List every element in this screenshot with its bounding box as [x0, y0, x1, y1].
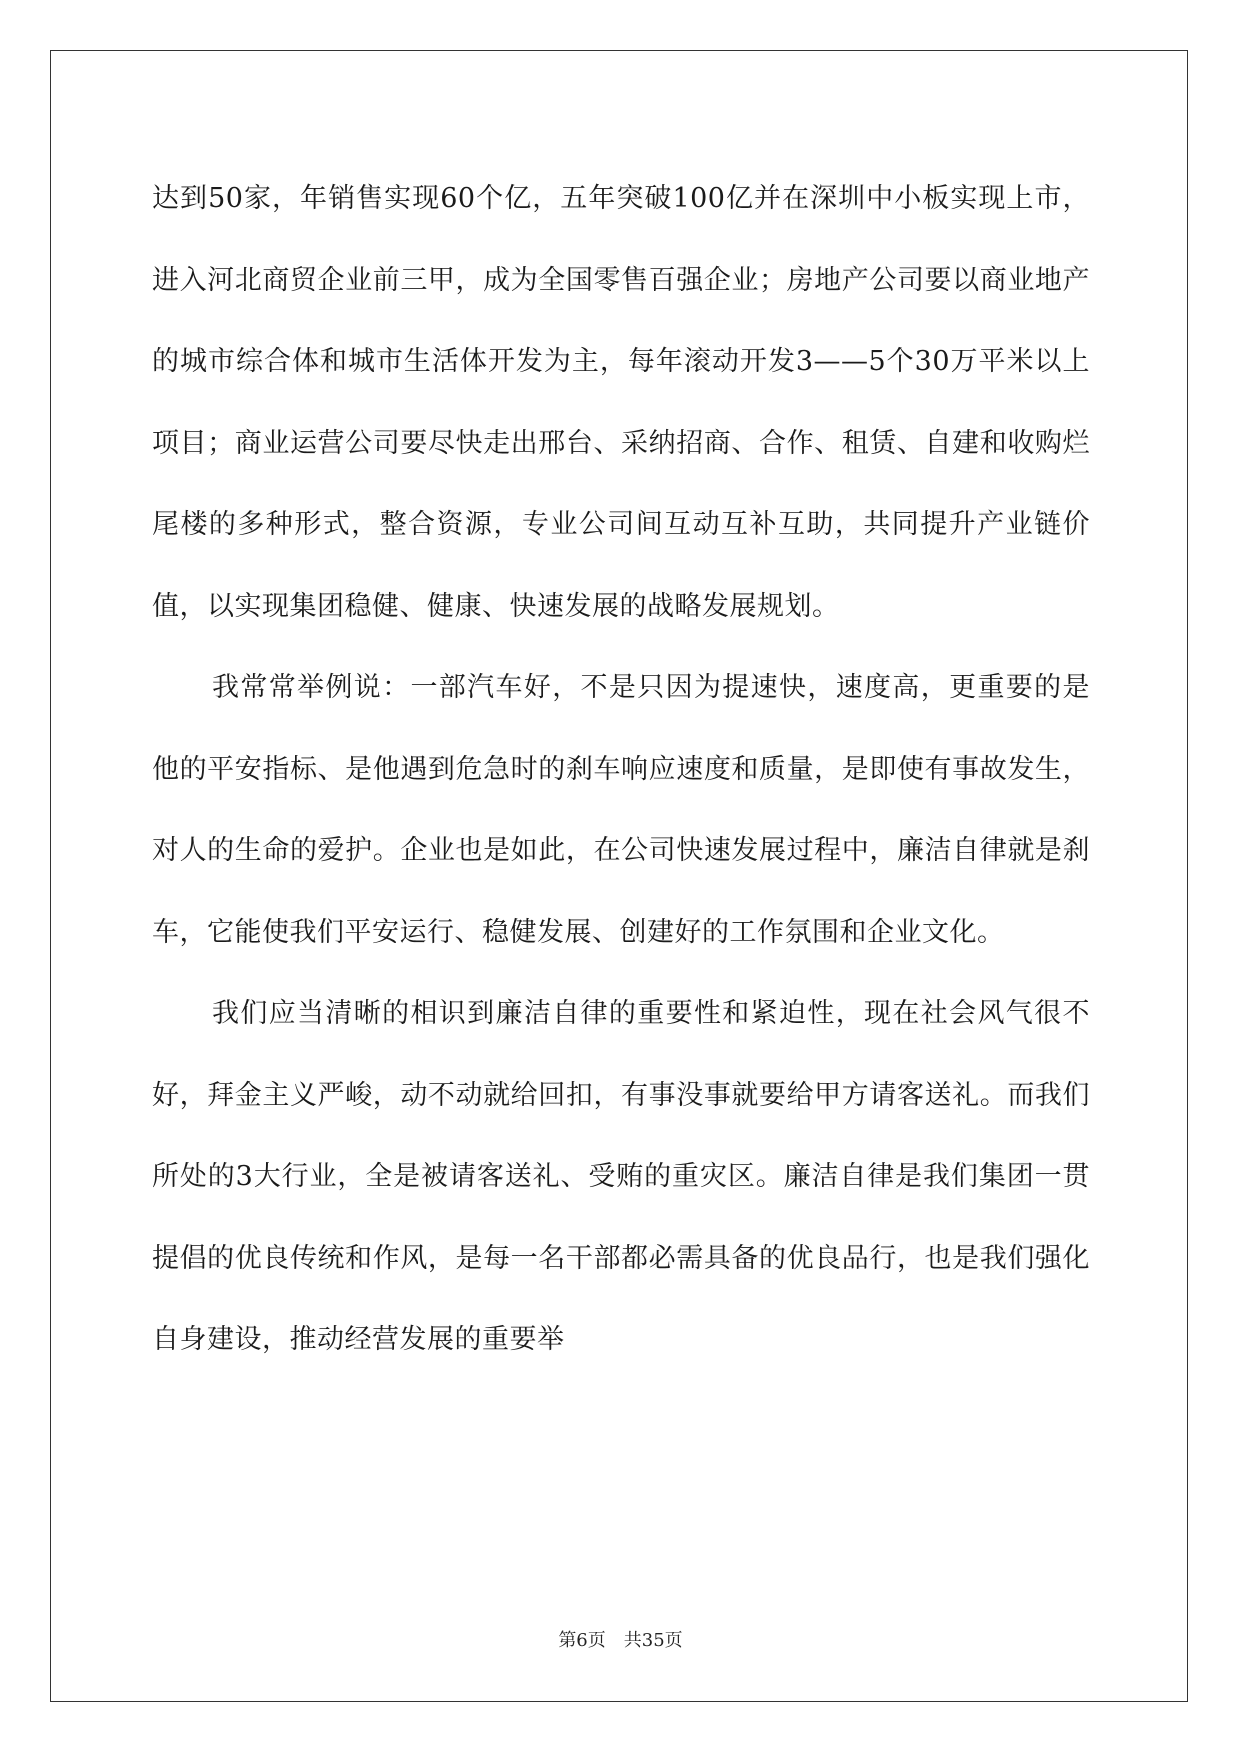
paragraph-3: 我们应当清晰的相识到廉洁自律的重要性和紧迫性，现在社会风气很不好，拜金主义严峻，动不动就给回扣，有事没事就要给甲方请客送礼。而我们所处的3大行业，全是被请客送礼、受贿的重灾区。廉洁自律是我们集团一贯提倡的优良传统和作风，是每一名干部都必需具备的优良品行，也是我们强化自身建设，推动经营发展的重要举 — [152, 998, 1090, 1355]
page-footer — [0, 1626, 1241, 1652]
page-number: 第6页 — [558, 1630, 606, 1651]
page-total: 共35页 — [623, 1630, 683, 1651]
paragraph-1: 达到50家，年销售实现60个亿，五年突破100亿并在深圳中小板实现上市，进入河北商贸企业前三甲，成为全国零售百强企业；房地产公司要以商业地产的城市综合体和城市生活体开发为主，每年滚动开发3——5个30万平米以上项目；商业运营公司要尽快走出邢台、采纳招商、合作、租赁、自建和收购烂尾楼的多种形式，整合资源，专业公司间互动互补互助，共同提升产业链价值，以实现集团稳健、健康、快速发展的战略发展规划。 — [152, 183, 1090, 622]
document-body — [152, 158, 1090, 1381]
paragraph-2: 我常常举例说：一部汽车好，不是只因为提速快，速度高，更重要的是他的平安指标、是他遇到危急时的刹车响应速度和质量，是即使有事故发生，对人的生命的爱护。企业也是如此，在公司快速发展过程中，廉洁自律就是刹车，它能使我们平安运行、稳健发展、创建好的工作氛围和企业文化。 — [152, 672, 1090, 948]
